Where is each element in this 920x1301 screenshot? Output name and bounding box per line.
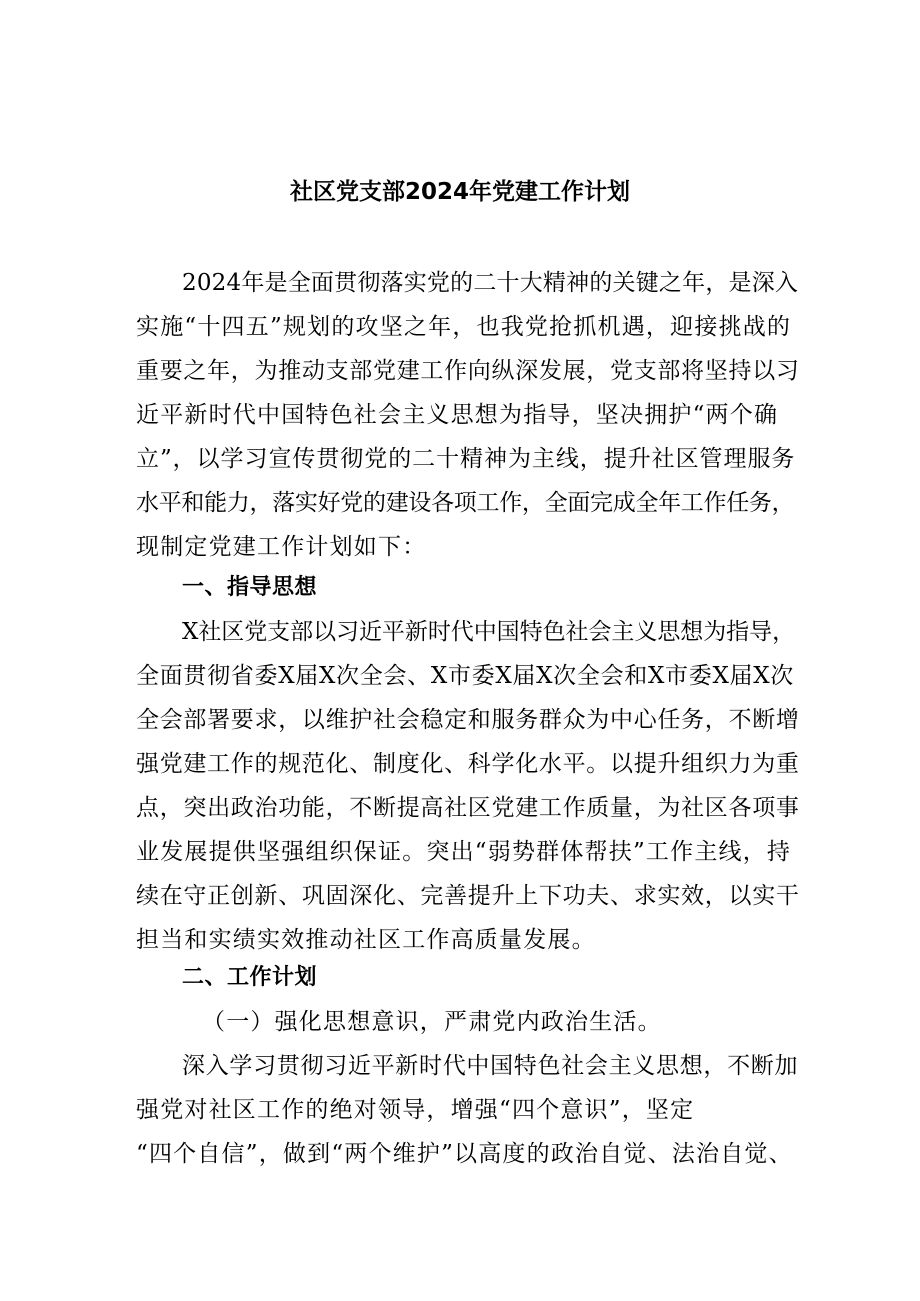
section1-line: 全会部署要求，以维护社会稳定和服务群众为中心任务，不断增 <box>136 707 800 733</box>
section1-line: 续在守正创新、巩固深化、完善提升上下功夫、求实效，以实干 <box>136 883 800 909</box>
intro-line: 立”，以学习宣传贯彻党的二十精神为主线，提升社区管理服务 <box>136 446 796 472</box>
intro-line: 近平新时代中国特色社会主义思想为指导，坚决拥护“两个确 <box>136 402 779 428</box>
section2-line: 深入学习贯彻习近平新时代中国特色社会主义思想，不断加 <box>182 1053 799 1079</box>
intro-line: 重要之年，为推动支部党建工作向纵深发展，党支部将坚持以习 <box>136 358 800 384</box>
section2-line: “四个自信”，做到“两个维护”以高度的政治自觉、法治自觉、 <box>136 1141 793 1167</box>
section1-line: 点，突出政治功能，不断提高社区党建工作质量，为社区各项事 <box>136 795 800 821</box>
section2-line: 强党对社区工作的绝对领导，增强“四个意识”，坚定 <box>136 1097 695 1123</box>
section1-line: X社区党支部以习近平新时代中国特色社会主义思想为指导， <box>182 619 796 645</box>
section1-line: 担当和实绩实效推动社区工作高质量发展。 <box>136 927 596 953</box>
subsection-heading: （一）强化思想意识，严肃党内政治生活。 <box>202 1009 662 1035</box>
section1-line: 业发展提供坚强组织保证。突出“弱势群体帮扶”工作主线，持 <box>136 839 792 865</box>
section-heading-guiding-ideology: 一、指导思想 <box>182 575 318 600</box>
section1-line: 全面贯彻省委X届X次全会、X市委X届X次全会和X市委X届X次 <box>136 663 794 689</box>
intro-line: 实施“十四五”规划的攻坚之年，也我党抢抓机遇，迎接挑战的 <box>136 314 792 340</box>
section-heading-work-plan: 二、工作计划 <box>182 965 318 990</box>
intro-line: 水平和能力，落实好党的建设各项工作，全面完成全年工作任务， <box>136 490 795 516</box>
section1-line: 强党建工作的规范化、制度化、科学化水平。以提升组织力为重 <box>136 751 800 777</box>
intro-line: 2024年是全面贯彻落实党的二十大精神的关键之年，是深入 <box>182 270 799 296</box>
intro-line: 现制定党建工作计划如下： <box>136 534 427 560</box>
document-title: 社区党支部2024年党建工作计划 <box>289 179 630 205</box>
